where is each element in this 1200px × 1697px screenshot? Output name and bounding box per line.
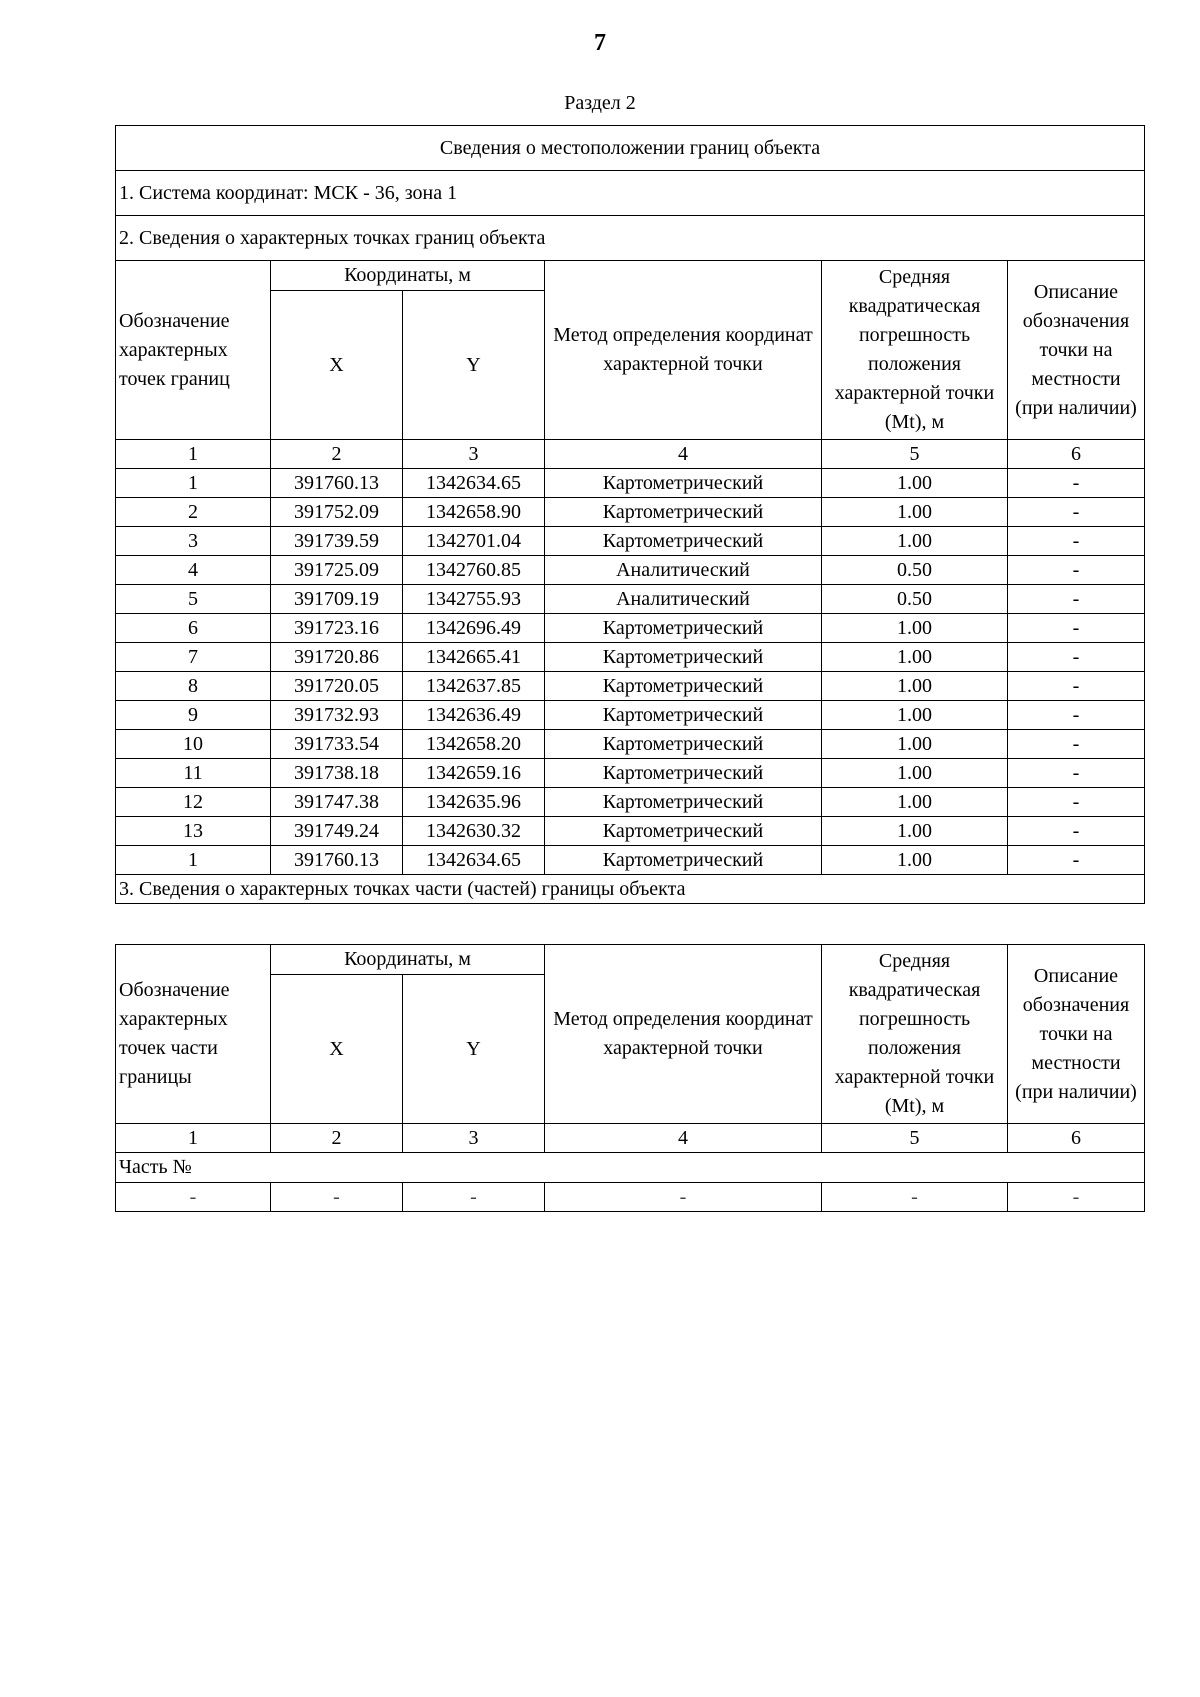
- header-coordinates: Координаты, м: [271, 945, 545, 975]
- header-x: X: [271, 975, 403, 1124]
- cell-error: 1.00: [822, 759, 1008, 788]
- cell-y: 1342634.65: [403, 846, 545, 875]
- header-point-designation-part: Обозначение характерных точек части границы: [116, 945, 271, 1124]
- header-error: Средняя квадратическая погрешность положения характерной точки (Mt), м: [822, 261, 1008, 440]
- cell-x: 391739.59: [271, 527, 403, 556]
- cell-x: 391752.09: [271, 498, 403, 527]
- table-row: [116, 556, 1145, 585]
- cell-x: 391723.16: [271, 614, 403, 643]
- cell-error: 1.00: [822, 730, 1008, 759]
- cell-desc: -: [1008, 672, 1145, 701]
- table-row: [116, 527, 1145, 556]
- cell-y: 1342696.49: [403, 614, 545, 643]
- cell-desc: -: [1008, 585, 1145, 614]
- column-number: 3: [403, 1124, 545, 1153]
- column-number: 2: [271, 440, 403, 469]
- cell-x: 391738.18: [271, 759, 403, 788]
- column-numbers-row: [116, 440, 1145, 469]
- cell-y: 1342760.85: [403, 556, 545, 585]
- cell-desc: -: [1008, 701, 1145, 730]
- cell-method: Картометрический: [545, 817, 822, 846]
- cell-y: 1342665.41: [403, 643, 545, 672]
- table-row: [116, 672, 1145, 701]
- column-number: 1: [116, 1124, 271, 1153]
- table-row: [116, 585, 1145, 614]
- cell-point: 7: [116, 643, 271, 672]
- cell-error: 1.00: [822, 846, 1008, 875]
- column-number: 4: [545, 1124, 822, 1153]
- cell-x: 391747.38: [271, 788, 403, 817]
- cell-point: 8: [116, 672, 271, 701]
- cell-method: Картометрический: [545, 672, 822, 701]
- header-point-designation: Обозначение характерных точек границ: [116, 261, 271, 440]
- table-row: [116, 759, 1145, 788]
- cell-desc: -: [1008, 1183, 1145, 1212]
- cell-x: 391733.54: [271, 730, 403, 759]
- table-row: [116, 701, 1145, 730]
- cell-point: 11: [116, 759, 271, 788]
- table-row: [116, 730, 1145, 759]
- column-number: 3: [403, 440, 545, 469]
- cell-desc: -: [1008, 527, 1145, 556]
- column-number: 2: [271, 1124, 403, 1153]
- column-number: 4: [545, 440, 822, 469]
- cell-x: 391720.05: [271, 672, 403, 701]
- header-error: Средняя квадратическая погрешность положения характерной точки (Mt), м: [822, 945, 1008, 1124]
- cell-y: 1342658.90: [403, 498, 545, 527]
- cell-point: 4: [116, 556, 271, 585]
- cell-desc: -: [1008, 556, 1145, 585]
- table-row: [116, 1183, 1145, 1212]
- table-row: [116, 614, 1145, 643]
- header-method: Метод определения координат характерной точки: [545, 945, 822, 1124]
- cell-point: 1: [116, 469, 271, 498]
- table-row: [116, 817, 1145, 846]
- cell-desc: -: [1008, 469, 1145, 498]
- cell-point: 5: [116, 585, 271, 614]
- column-number: 6: [1008, 440, 1145, 469]
- table-row: [116, 846, 1145, 875]
- cell-x: 391749.24: [271, 817, 403, 846]
- cell-x: 391732.93: [271, 701, 403, 730]
- cell-x: 391725.09: [271, 556, 403, 585]
- cell-y: -: [403, 1183, 545, 1212]
- header-description: Описание обозначения точки на местности (при наличии): [1008, 945, 1145, 1124]
- cell-method: Картометрический: [545, 701, 822, 730]
- part-points-table: [115, 944, 1145, 1212]
- header-coordinates: Координаты, м: [271, 261, 545, 291]
- cell-desc: -: [1008, 759, 1145, 788]
- cell-x: 391709.19: [271, 585, 403, 614]
- column-numbers-row: [116, 1124, 1145, 1153]
- cell-error: -: [822, 1183, 1008, 1212]
- table-row: [116, 469, 1145, 498]
- column-number: 5: [822, 440, 1008, 469]
- cell-method: Картометрический: [545, 527, 822, 556]
- cell-method: Картометрический: [545, 498, 822, 527]
- cell-method: Картометрический: [545, 643, 822, 672]
- column-number: 5: [822, 1124, 1008, 1153]
- section-label: Раздел 2: [564, 92, 636, 114]
- header-y: Y: [403, 291, 545, 440]
- cell-error: 1.00: [822, 701, 1008, 730]
- cell-method: Аналитический: [545, 585, 822, 614]
- cell-error: 1.00: [822, 527, 1008, 556]
- header-description: Описание обозначения точки на местности (при наличии): [1008, 261, 1145, 440]
- cell-desc: -: [1008, 788, 1145, 817]
- cell-desc: -: [1008, 846, 1145, 875]
- cell-point: 6: [116, 614, 271, 643]
- cell-y: 1342658.20: [403, 730, 545, 759]
- cell-y: 1342701.04: [403, 527, 545, 556]
- cell-error: 1.00: [822, 643, 1008, 672]
- cell-y: 1342659.16: [403, 759, 545, 788]
- cell-method: Картометрический: [545, 788, 822, 817]
- cell-x: 391760.13: [271, 846, 403, 875]
- cell-point: 9: [116, 701, 271, 730]
- cell-desc: -: [1008, 817, 1145, 846]
- cell-point: 3: [116, 527, 271, 556]
- cell-x: 391760.13: [271, 469, 403, 498]
- cell-y: 1342636.49: [403, 701, 545, 730]
- cell-error: 1.00: [822, 817, 1008, 846]
- header-x: X: [271, 291, 403, 440]
- cell-method: Картометрический: [545, 469, 822, 498]
- part-label: Часть №: [116, 1153, 1145, 1183]
- cell-point: 1: [116, 846, 271, 875]
- column-number: 1: [116, 440, 271, 469]
- cell-desc: -: [1008, 614, 1145, 643]
- cell-desc: -: [1008, 498, 1145, 527]
- cell-error: 1.00: [822, 498, 1008, 527]
- cell-desc: -: [1008, 643, 1145, 672]
- coordinate-system: 1. Система координат: МСК - 36, зона 1: [116, 171, 1145, 216]
- cell-point: 13: [116, 817, 271, 846]
- cell-error: 1.00: [822, 614, 1008, 643]
- table-title: Сведения о местоположении границ объекта: [116, 126, 1145, 171]
- cell-point: 12: [116, 788, 271, 817]
- cell-method: Картометрический: [545, 614, 822, 643]
- cell-error: 0.50: [822, 556, 1008, 585]
- cell-method: Картометрический: [545, 846, 822, 875]
- column-number: 6: [1008, 1124, 1145, 1153]
- table-row: [116, 498, 1145, 527]
- cell-y: 1342755.93: [403, 585, 545, 614]
- cell-point: -: [116, 1183, 271, 1212]
- cell-point: 2: [116, 498, 271, 527]
- cell-method: Картометрический: [545, 759, 822, 788]
- cell-y: 1342637.85: [403, 672, 545, 701]
- cell-x: 391720.86: [271, 643, 403, 672]
- cell-x: -: [271, 1183, 403, 1212]
- cell-method: -: [545, 1183, 822, 1212]
- section2-title: 2. Сведения о характерных точках границ объекта: [116, 216, 1145, 261]
- cell-method: Картометрический: [545, 730, 822, 759]
- table-row: [116, 788, 1145, 817]
- cell-error: 0.50: [822, 585, 1008, 614]
- header-method: Метод определения координат характерной точки: [545, 261, 822, 440]
- cell-y: 1342630.32: [403, 817, 545, 846]
- cell-point: 10: [116, 730, 271, 759]
- cell-error: 1.00: [822, 469, 1008, 498]
- cell-error: 1.00: [822, 788, 1008, 817]
- page-number: 7: [594, 30, 606, 56]
- section3-title: 3. Сведения о характерных точках части (частей) границы объекта: [116, 875, 1145, 904]
- cell-y: 1342635.96: [403, 788, 545, 817]
- cell-desc: -: [1008, 730, 1145, 759]
- boundary-points-table: [115, 125, 1145, 904]
- cell-error: 1.00: [822, 672, 1008, 701]
- table-row: [116, 643, 1145, 672]
- cell-method: Аналитический: [545, 556, 822, 585]
- cell-y: 1342634.65: [403, 469, 545, 498]
- header-y: Y: [403, 975, 545, 1124]
